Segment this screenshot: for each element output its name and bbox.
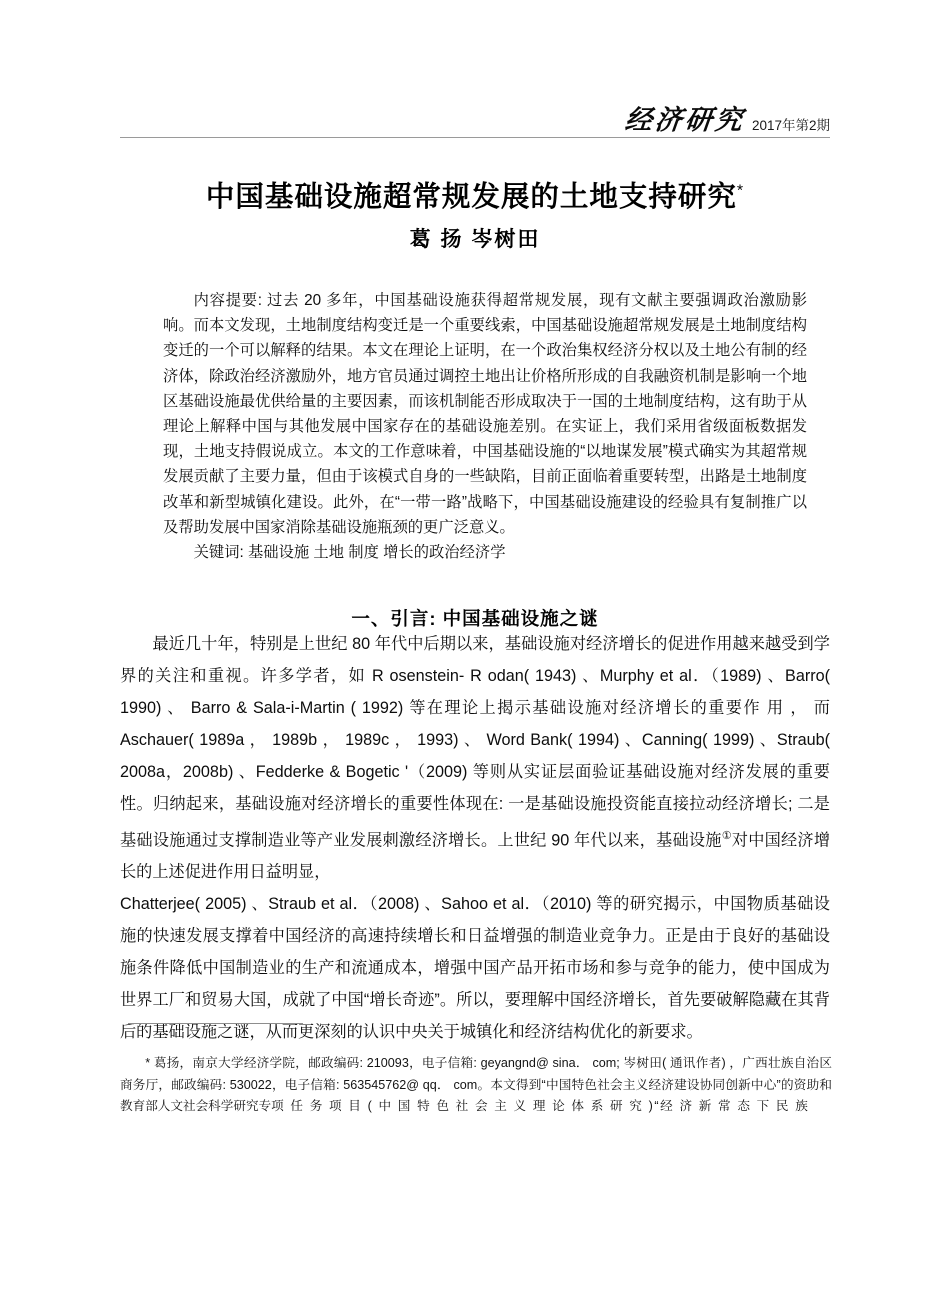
section-heading: 一、引言: 中国基础设施之谜 [351, 608, 599, 630]
footnote-block [120, 1053, 832, 1118]
footnote-line-1: * 葛扬，南京大学经济学院，邮政编码: 210093，电子信箱: geyangnd@ sina． com; 岑树田( 通讯作者) ，广西壮族自治区商务厅，邮政编码: 530022，电子信箱: 563545762@ qq． com。本文得到“中国特色社会主义经济建设协同创新中心”的资助和教育部人文社会科学研究专 [120, 1056, 832, 1113]
page-masthead [120, 96, 830, 138]
issue-label: 2017年第2期 [751, 117, 830, 133]
body-paragraph-2: Chatterjee( 2005) 、Straub et al．（2008) 、Sahoo et al．（2010) 等的研究揭示，中国物质基础设施的快速发展支撑着中国经济的高速持续增长和日益增强的制造业竞争力。正是由于良好的基础设施条件降低中国制造业的生产和流通成本，增强中国产品开拓市场和参与竞争的能力，使中国成为世界工厂和贸易大国，成就了中国“增长奇迹”。所以，要理解中国经济增长，首先要破解隐藏在其背后的基础设施之谜，从而更深刻的认识中央关于城镇化和经济结构优化的新要求。 [120, 895, 830, 1042]
abstract-text: 内容提要: 过去 20 多年，中国基础设施获得超常规发展，现有文献主要强调政治激励影响。而本文发现，土地制度结构变迁是一个重要线索，中国基础设施超常规发展是土地制度结构变迁的一个可以解释的结果。本文在理论上证明，在一个政治集权经济分权以及土地公有制的经济体，除政治经济激励外，地方官员通过调控土地出让价格所形成的自我融资机制是影响一个地区基础设施最优供给量的主要因素，而该机制能否形成取决于一国的土地制度结构，这有助于从理论上解释中国与其他发展中国家存在的基础设施差别。在实证上，我们采用省级面板数据发现，土地支持假说成立。本文的工作意味着，中国基础设施的“以地谋发展”模式确实为其超常规发展贡献了主要力量，但由于该模式自身的一些缺陷，目前正面临着重要转型，出路是土地制度改革和新型城镇化建设。此外，在“一带一路”战略下，中国基础设施建设的经验具有复制推广以及帮助发展中国家消除基础设施瓶颈的更广泛意义。 [163, 292, 807, 536]
footnote-line-3: “经 济 新 常 态 下 民 族 [654, 1099, 810, 1113]
abstract-block [163, 288, 807, 565]
footnote-text [120, 1053, 832, 1118]
body-paragraph-1-continued: 对中国经济增长的上述促进作用日益明显， [120, 831, 831, 882]
keywords-line: 关键词: 基础设施 土地 制度 增长的政治经济学 [193, 544, 506, 562]
title-footnote-marker: * [736, 182, 745, 200]
journal-logo: 经济研究 [623, 105, 747, 135]
footnote-separator [128, 1023, 303, 1024]
author-byline: 葛 扬 岑树田 [409, 228, 541, 251]
body-content [120, 628, 830, 1048]
title-text: 中国基础设施超常规发展的土地支持研究 [205, 181, 737, 214]
body-paragraph-1-main: 最近几十年，特别是上世纪 80 年代中后期以来，基础设施对经济增长的促进作用越来越受到学界的关注和重视。许多学者，如 R osenstein- R odan( 1943) 、Murphy et al．（1989) 、Barro( 1990) 、 Barro & Sala-i-Martin ( 1992) 等在理论上揭示基础设施对经济增长的重要作 用 ， 而 Aschauer( 1989a ， 1989b ， 1989c ， 1993) 、 Word Bank( 1994) 、Canning( 1999) 、Straub( 2008a，2008b) 、Fedderke & Bogetic '（2009) 等则从实证层面验证基础设施对经济发展的重要性。归纳起来，基础设施对经济增长的重要性体现在: 一是基础设施投资能直接拉动经济增长; 二是基础设施通过支撑制造业等产业发展刺激经济增长。上世纪 90 年代以来，基础设施 [120, 635, 830, 850]
footnote-line-2: 项 任 务 项 目 ( 中 国 特 色 社 会 主 义 理 论 体 系 研 究 ) [271, 1099, 655, 1113]
body-paragraph-1 [120, 628, 830, 888]
footnote-marker-1: ① [721, 830, 732, 842]
page-title [0, 174, 950, 215]
